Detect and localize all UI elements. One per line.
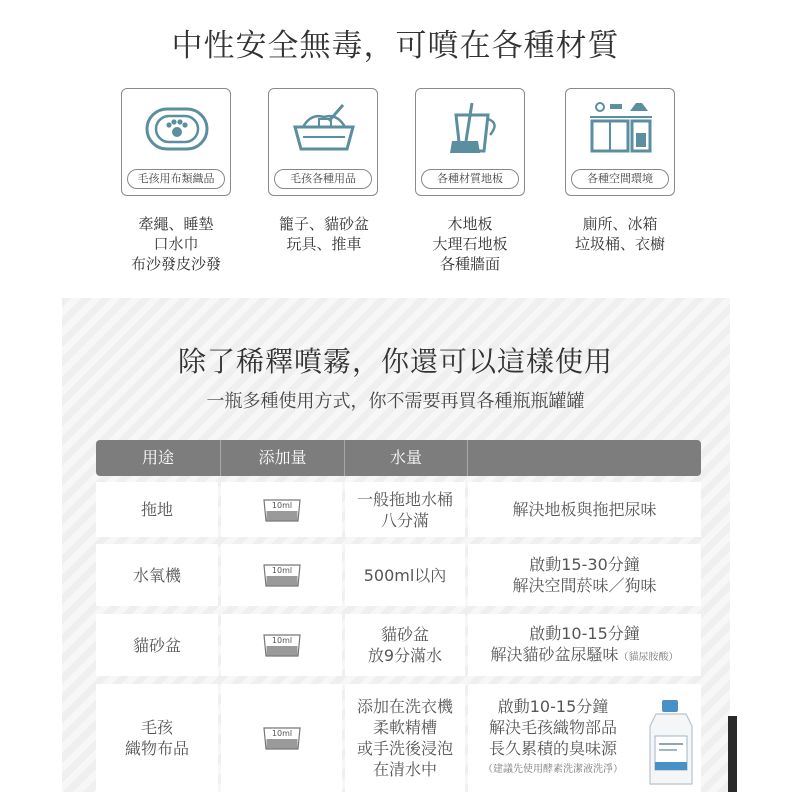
cell-text: 解決貓砂盆尿騷味 [490, 644, 619, 664]
desc-line: 玩具、推車 [286, 235, 362, 253]
cell-text: 八分滿 [380, 510, 429, 530]
table-row [96, 482, 701, 537]
header-use: 用途 [141, 448, 174, 467]
usage-subtitle: 一瓶多種使用方式，你不需要再買各種瓶瓶罐罐 [206, 391, 585, 412]
cell-amount [221, 482, 342, 537]
cell-text: 一般拖地水桶 [356, 489, 453, 509]
cell-text: 貓砂盆 [132, 635, 181, 655]
table-row [96, 614, 701, 676]
desc-line: 布沙發皮沙發 [130, 255, 221, 273]
cell-water [345, 544, 465, 606]
cell-effect [468, 544, 701, 606]
cell-note: （建議先使用酵素洗潔液洗淨） [483, 764, 623, 775]
usage-title: 除了稀釋噴霧，你還可以這樣使用 [177, 345, 613, 378]
table-row [96, 684, 701, 792]
cell-text: 解決地板與拖把尿味 [512, 500, 657, 519]
cell-text: 織物布品 [124, 739, 189, 758]
category-desc-floors [395, 214, 545, 274]
measuring-cup-icon [262, 725, 302, 751]
cell-text: 長久累積的臭味源 [488, 739, 617, 758]
product-bottle-image [644, 698, 698, 788]
cell-text: 啟動10-15分鐘 [529, 623, 640, 643]
cell-text: 解決毛孩織物部品 [488, 718, 617, 737]
cell-water [345, 482, 465, 537]
category-card-pet-supplies [268, 88, 378, 196]
category-label: 毛孩用布類織品 [127, 169, 225, 189]
cell-text: 貓砂盆 [380, 625, 429, 644]
cup-label: 10ml [271, 500, 292, 510]
header-amount: 添加量 [258, 448, 307, 467]
cell-text: 500ml以內 [363, 565, 447, 585]
desc-line: 垃圾桶、衣櫥 [574, 235, 665, 253]
desc-line: 木地板 [447, 215, 493, 233]
kitchen-icon [588, 101, 654, 157]
category-card-pet-fabric [121, 88, 231, 196]
cell-text: 啟動15-30分鐘 [529, 555, 640, 574]
mop-bucket-icon [438, 101, 504, 157]
desc-line: 牽繩、睡墊 [138, 215, 214, 233]
header-effect [468, 440, 701, 476]
measuring-cup-icon [262, 562, 302, 588]
table-header [96, 440, 701, 476]
table-row [96, 544, 701, 606]
cell-water [345, 614, 465, 676]
category-label: 各種材質地板 [421, 169, 519, 189]
measuring-cup-icon [262, 632, 302, 658]
page-title: 中性安全無毒，可噴在各種材質 [171, 28, 620, 64]
cell-effect [468, 614, 701, 676]
cup-label: 10ml [271, 636, 292, 645]
cell-use [96, 614, 218, 676]
cell-note: （貓尿胺酸） [618, 651, 679, 663]
pet-bed-icon [144, 101, 210, 157]
cell-use [96, 544, 218, 606]
category-label: 各種空間環境 [571, 169, 669, 189]
desc-line: 各種牆面 [439, 255, 500, 273]
cell-text: 拖地 [140, 500, 173, 519]
category-desc-spaces [545, 214, 695, 254]
cell-text: 柔軟精槽 [372, 718, 437, 737]
cell-amount [221, 684, 342, 792]
cell-text: 毛孩 [140, 718, 173, 737]
cell-amount [221, 544, 342, 606]
desc-line: 廁所、冰箱 [582, 215, 658, 233]
cell-text: 水氧機 [132, 565, 181, 585]
cell-use [96, 482, 218, 537]
litter-box-icon [291, 101, 357, 157]
cell-water [345, 684, 465, 792]
desc-line: 口水巾 [153, 235, 199, 253]
cell-text: 放9分滿水 [367, 646, 443, 665]
category-desc-pet-supplies [249, 214, 399, 254]
cell-text: 在清水中 [372, 760, 437, 779]
category-card-spaces [565, 88, 675, 196]
measuring-cup-icon [262, 497, 302, 523]
desc-line: 大理石地板 [432, 235, 508, 253]
cell-text: 或手洗後浸泡 [356, 739, 453, 758]
cell-use [96, 684, 218, 792]
cup-label: 10ml [271, 566, 292, 575]
category-desc-pet-fabric [101, 214, 251, 274]
cell-text-with-note [490, 644, 678, 668]
page-edge-shadow [728, 716, 737, 792]
cell-amount [221, 614, 342, 676]
cup-label: 10ml [271, 729, 292, 738]
desc-line: 籠子、貓砂盆 [278, 215, 369, 233]
cell-text: 添加在洗衣機 [356, 697, 453, 716]
category-card-floors [415, 88, 525, 196]
cell-effect [468, 482, 701, 537]
header-water: 水量 [389, 448, 422, 467]
cell-text: 解決空間菸味／狗味 [512, 576, 657, 595]
category-label: 毛孩各種用品 [274, 169, 372, 189]
cell-text: 啟動10-15分鐘 [497, 697, 609, 716]
